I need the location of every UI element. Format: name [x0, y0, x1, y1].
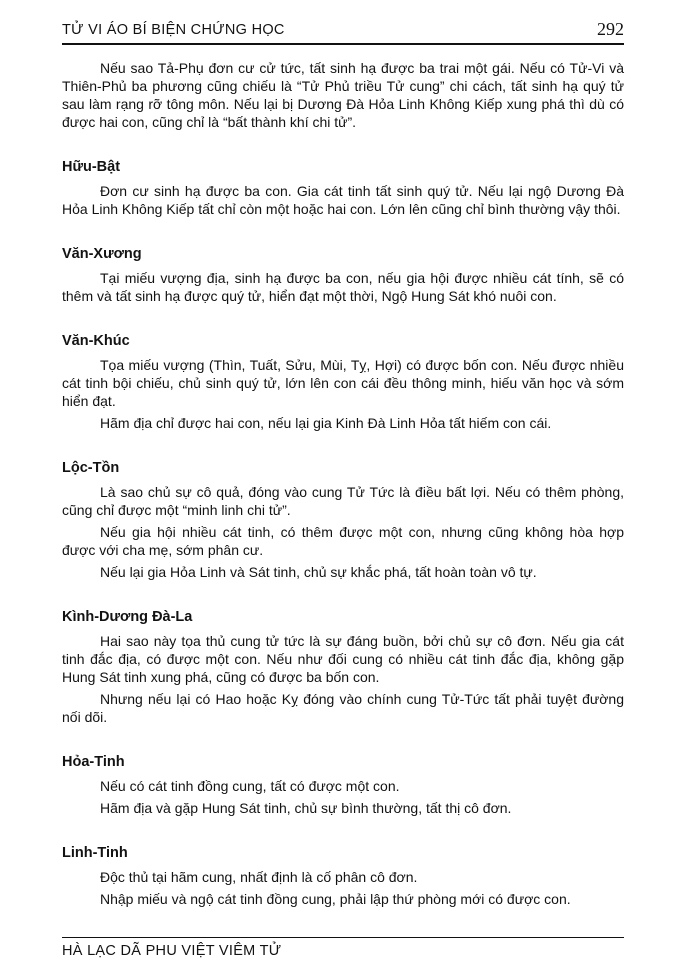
paragraph: Tại miếu vượng địa, sinh hạ được ba con, nếu gia hội được nhiều cát tính, sẽ có thêm và tất sinh hạ được quý tử, hiển đạt một thời, Ngộ Hung Sát khó nuôi con. [62, 270, 624, 304]
page-header [62, 20, 624, 45]
paragraph: Tọa miếu vượng (Thìn, Tuất, Sửu, Mùi, Tỵ, Hợi) có được bốn con. Nếu được nhiều cát tinh bội chiếu, chủ sinh quý tử, lớn lên con cái đều thông minh, hiếu văn học và sớm hiển đạt. [62, 357, 624, 409]
paragraph: Nếu gia hội nhiều cát tinh, có thêm được một con, nhưng cũng không hòa hợp được với cha mẹ, sớm phân cư. [62, 524, 624, 558]
intro-paragraph: Nếu sao Tả-Phụ đơn cư cử tức, tất sinh hạ được ba trai một gái. Nếu có Tử-Vi và Thiên-Phủ ba phương cũng chiếu là “Tử Phủ triều Tử cung” chi cách, tất sinh hạ quý tử sau làm rạng rỡ tông môn. Nếu lại bị Dương Đà Hỏa Linh Không Kiếp xung phá thì dù có được hai con, cũng chỉ là “bất thành khí chi tử”. [62, 60, 624, 130]
paragraph: Là sao chủ sự cô quả, đóng vào cung Tử Tức là điều bất lợi. Nếu có thêm phòng, cũng chỉ được một “minh linh chi tử”. [62, 484, 624, 518]
section-heading-loc-ton: Lộc-Tồn [62, 460, 120, 476]
paragraph: Hai sao này tọa thủ cung tử tức là sự đáng buồn, bởi chủ sự cô đơn. Nếu gia cát tinh đắc địa, có được một con. Nếu như đối cung có nhiều cát tinh đắc địa, không gặp Hung Sát tinh xung phá, cũng có được ba bốn con. [62, 633, 624, 685]
page-footer [62, 937, 624, 959]
page-number: 292 [597, 19, 624, 39]
paragraph: Nhập miếu và ngộ cát tinh đồng cung, phải lập thứ phòng mới có được con. [100, 891, 571, 907]
section-heading-hoa-tinh: Hỏa-Tinh [62, 754, 125, 770]
page-body [62, 59, 624, 908]
running-title: TỬ VI ÁO BÍ BIỆN CHỨNG HỌC [62, 22, 285, 38]
paragraph: Độc thủ tại hãm cung, nhất định là cố phân cô đơn. [100, 869, 418, 885]
paragraph: Hãm địa và gặp Hung Sát tinh, chủ sự bình thường, tất thị cô đơn. [100, 800, 512, 816]
paragraph: Nếu lại gia Hỏa Linh và Sát tinh, chủ sự khắc phá, tất hoàn toàn vô tự. [100, 564, 537, 580]
section-heading-kinh-duong-da-la: Kình-Dương Đà-La [62, 609, 193, 625]
paragraph: Đơn cư sinh hạ được ba con. Gia cát tinh tất sinh quý tử. Nếu lại ngộ Dương Đà Hỏa Linh Không Kiếp tất chỉ còn một hoặc hai con. Lớn lên cũng chỉ bình thường vậy thôi. [62, 183, 624, 217]
footer-text: HÀ LẠC DÃ PHU VIỆT VIÊM TỬ [62, 943, 282, 959]
section-heading-van-xuong: Văn-Xương [62, 246, 142, 262]
paragraph: Nhưng nếu lại có Hao hoặc Kỵ đóng vào chính cung Tử-Tức tất phải tuyệt đường nối dõi. [62, 691, 624, 725]
section-heading-linh-tinh: Linh-Tinh [62, 845, 128, 861]
paragraph: Nếu có cát tinh đồng cung, tất có được một con. [100, 778, 400, 794]
section-heading-van-khuc: Văn-Khúc [62, 333, 130, 349]
section-heading-huu-bat: Hữu-Bật [62, 159, 121, 175]
paragraph: Hãm địa chỉ được hai con, nếu lại gia Kinh Đà Linh Hỏa tất hiếm con cái. [100, 415, 552, 431]
